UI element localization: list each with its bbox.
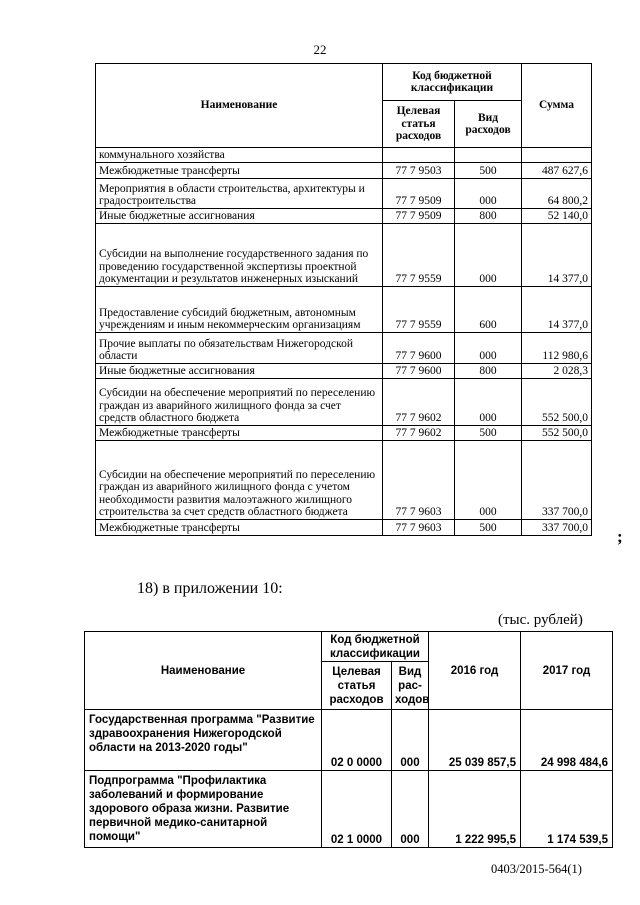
row-code: 77 7 9603 xyxy=(383,519,455,535)
table-row xyxy=(96,148,592,163)
row-vid: 000 xyxy=(455,378,522,425)
row-2016: 25 039 857,5 xyxy=(429,710,521,771)
row-code: 02 0 0000 xyxy=(322,710,392,771)
table-row xyxy=(96,178,592,208)
row-code: 77 7 9503 xyxy=(383,162,455,178)
header-2017: 2017 год xyxy=(521,632,613,710)
semicolon-mark: ; xyxy=(617,527,623,546)
table-row xyxy=(96,519,592,535)
table-row xyxy=(96,440,592,519)
header-code-group: Код бюджетной классификации xyxy=(322,632,429,662)
document-number: 0403/2015-564(1) xyxy=(491,862,582,876)
row-code: 77 7 9509 xyxy=(383,208,455,223)
row-name: Межбюджетные трансферты xyxy=(96,519,383,535)
row-sum: 487 627,6 xyxy=(522,162,592,178)
row-vid: 800 xyxy=(455,363,522,378)
table-row xyxy=(96,223,592,286)
header-target: Целевая статья расходов xyxy=(383,101,455,148)
page-number: 22 xyxy=(313,42,327,57)
header-sum: Сумма xyxy=(522,64,592,148)
table-row xyxy=(96,208,592,223)
row-name: Субсидии на обеспечение мероприятий по переселению граждан из аварийного жилищного фонда за счет средств областного бюджета xyxy=(96,378,383,425)
row-name: Межбюджетные трансферты xyxy=(96,162,383,178)
header-2016: 2016 год xyxy=(429,632,521,710)
row-code: 77 7 9602 xyxy=(383,378,455,425)
row-name: Межбюджетные трансферты xyxy=(96,425,383,440)
row-vid: 000 xyxy=(392,771,429,848)
table-row xyxy=(85,710,613,771)
row-sum: 2 028,3 xyxy=(522,363,592,378)
row-2017: 24 998 484,6 xyxy=(521,710,613,771)
row-name: Субсидии на обеспечение мероприятий по переселению граждан из аварийного жилищного фонда с учетом необходимости развития малоэтажного жилищного строительства за счет средств областного бюджета xyxy=(96,440,383,519)
row-name: Субсидии на выполнение государственного задания по проведению государственной экспертизы проектной документации и результатов инженерных изысканий xyxy=(96,223,383,286)
row-name: Прочие выплаты по обязательствам Нижегородской области xyxy=(96,332,383,363)
row-name: Подпрограмма "Профилактика заболеваний и формирование здорового образа жизни. Развитие первичной медико-санитарной помощи" xyxy=(85,771,322,848)
row-name: Иные бюджетные ассигнования xyxy=(96,208,383,223)
row-sum: 52 140,0 xyxy=(522,208,592,223)
section-label: 18) в приложении 10: xyxy=(137,580,283,597)
row-code: 77 7 9602 xyxy=(383,425,455,440)
row-vid: 000 xyxy=(455,178,522,208)
row-vid xyxy=(455,148,522,163)
row-vid: 600 xyxy=(455,286,522,332)
budget-table-appendix-10 xyxy=(84,631,613,848)
row-name: Государственная программа "Развитие здравоохранения Нижегородской области на 2013-2020 годы" xyxy=(85,710,322,771)
row-vid: 000 xyxy=(455,223,522,286)
row-sum: 552 500,0 xyxy=(522,425,592,440)
row-code: 77 7 9509 xyxy=(383,178,455,208)
table-row xyxy=(96,363,592,378)
row-name: Иные бюджетные ассигнования xyxy=(96,363,383,378)
row-sum: 112 980,6 xyxy=(522,332,592,363)
row-vid: 000 xyxy=(455,332,522,363)
row-name: Предоставление субсидий бюджетным, автономным учреждениям и иным некоммерческим организациям xyxy=(96,286,383,332)
table-row xyxy=(96,378,592,425)
row-vid: 000 xyxy=(392,710,429,771)
row-vid: 500 xyxy=(455,162,522,178)
table-row xyxy=(96,332,592,363)
header-kind: Вид рас-ходов xyxy=(392,662,429,710)
row-sum: 14 377,0 xyxy=(522,223,592,286)
table-row xyxy=(96,286,592,332)
header-target: Целевая статья расходов xyxy=(322,662,392,710)
row-code: 77 7 9600 xyxy=(383,363,455,378)
row-name: коммунального хозяйства xyxy=(96,148,383,163)
row-vid: 800 xyxy=(455,208,522,223)
row-vid: 000 xyxy=(455,440,522,519)
row-code: 77 7 9559 xyxy=(383,223,455,286)
header-name: Наименование xyxy=(96,64,383,148)
row-sum: 552 500,0 xyxy=(522,378,592,425)
header-kind: Вид расходов xyxy=(455,101,522,148)
row-code: 02 1 0000 xyxy=(322,771,392,848)
row-sum: 337 700,0 xyxy=(522,519,592,535)
row-code: 77 7 9559 xyxy=(383,286,455,332)
row-sum xyxy=(522,148,592,163)
row-2017: 1 174 539,5 xyxy=(521,771,613,848)
row-vid: 500 xyxy=(455,425,522,440)
row-vid: 500 xyxy=(455,519,522,535)
header-code-group: Код бюджетной классификации xyxy=(383,64,522,101)
row-name: Мероприятия в области строительства, архитектуры и градостроительства xyxy=(96,178,383,208)
row-sum: 337 700,0 xyxy=(522,440,592,519)
row-2016: 1 222 995,5 xyxy=(429,771,521,848)
table-row xyxy=(96,162,592,178)
units-label: (тыс. рублей) xyxy=(498,612,583,628)
row-code xyxy=(383,148,455,163)
row-sum: 64 800,2 xyxy=(522,178,592,208)
row-code: 77 7 9600 xyxy=(383,332,455,363)
row-sum: 14 377,0 xyxy=(522,286,592,332)
table-row xyxy=(85,771,613,848)
table-row xyxy=(96,425,592,440)
budget-table-continued xyxy=(95,63,592,536)
row-code: 77 7 9603 xyxy=(383,440,455,519)
header-name: Наименование xyxy=(85,632,322,710)
